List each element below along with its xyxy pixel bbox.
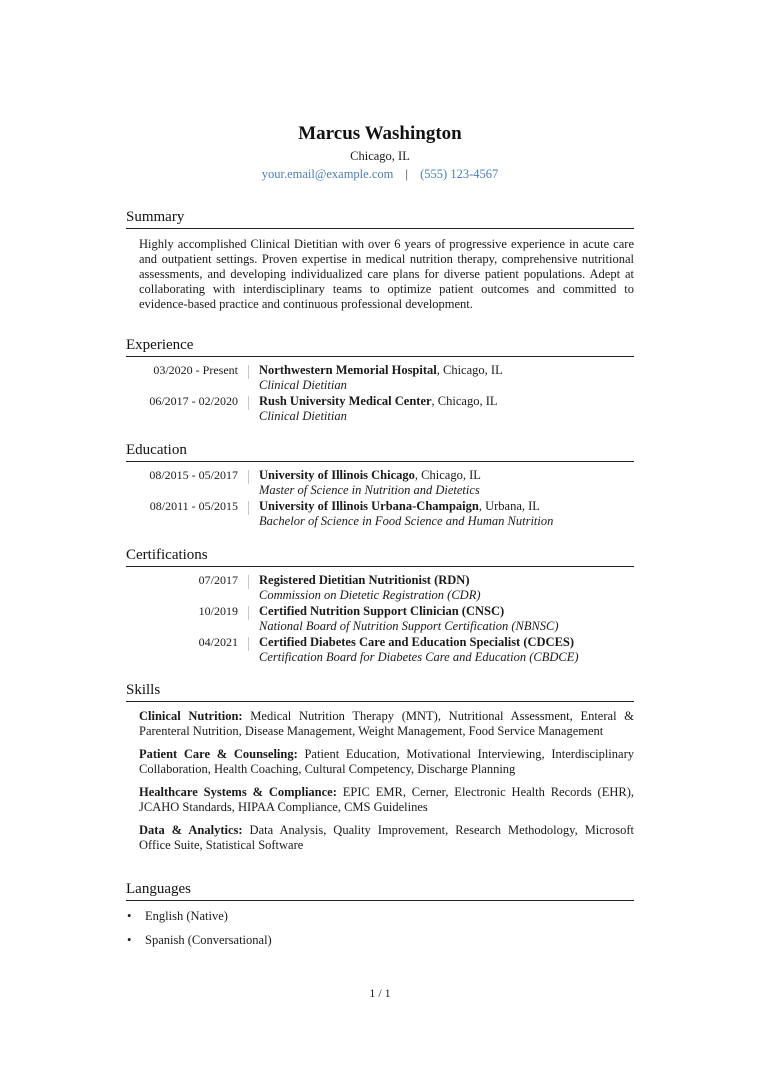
experience-section — [126, 336, 634, 424]
entry-divider — [248, 365, 249, 379]
contact-line — [0, 167, 760, 182]
skill-list: Data Analysis, Quality Improvement, Research Methodology, Microsoft Office Suite, Statistical Software — [139, 823, 634, 852]
certification-name: Certified Nutrition Support Clinician (CNSC) — [259, 604, 505, 618]
contact-separator: | — [405, 167, 408, 181]
certification-issuer: National Board of Nutrition Support Certification (NBNSC) — [259, 619, 559, 633]
email-link[interactable]: your.email@example.com — [261, 167, 394, 181]
skill-group — [139, 709, 634, 739]
entry-organization: University of Illinois Urbana-Champaign — [259, 499, 479, 513]
skill-list: EPIC EMR, Cerner, Electronic Health Records (EHR), JCAHO Standards, HIPAA Compliance, CMS Guidelines — [139, 785, 635, 814]
language-item — [127, 909, 634, 933]
education-entry — [126, 499, 634, 529]
experience-entry — [126, 394, 634, 424]
entry-date: 03/2020 - Present — [153, 363, 238, 377]
certification-name: Certified Diabetes Care and Education Specialist (CDCES) — [259, 635, 575, 649]
skill-group — [139, 747, 634, 777]
entry-role: Clinical Dietitian — [259, 409, 347, 423]
language-name: English (Native) — [145, 909, 228, 923]
entry-organization: University of Illinois Chicago — [259, 468, 415, 482]
section-title-languages: Languages — [126, 880, 634, 901]
section-title-education: Education — [126, 441, 634, 462]
entry-location: , Chicago, IL — [431, 394, 498, 408]
certification-name: Registered Dietitian Nutritionist (RDN) — [259, 573, 470, 587]
entry-date: 04/2021 — [198, 635, 238, 649]
section-title-skills: Skills — [126, 681, 634, 702]
candidate-name: Marcus Washington — [298, 123, 462, 144]
skill-category: Data & Analytics: — [139, 823, 243, 837]
experience-entry — [126, 363, 634, 393]
entry-date: 10/2019 — [198, 604, 238, 618]
candidate-location: Chicago, IL — [350, 149, 410, 163]
certification-issuer: Certification Board for Diabetes Care and Education (CBDCE) — [259, 650, 579, 664]
language-name: Spanish (Conversational) — [145, 933, 272, 947]
section-title-certifications: Certifications — [126, 546, 634, 567]
entry-date: 08/2015 - 05/2017 — [149, 468, 238, 482]
summary-section — [126, 208, 634, 312]
certification-issuer: Commission on Dietetic Registration (CDR) — [259, 588, 481, 602]
entry-divider — [248, 575, 249, 589]
summary-text: Highly accomplished Clinical Dietitian with over 6 years of progressive experience in acute care and outpatient settings. Proven expertise in medical nutrition therapy, comprehensive nutritional assessments, and developing individualized care plans for diverse patient populations. Adept at collaborating with interdisciplinary teams to optimize patient outcomes and committed to evidence-based practice and continuous professional development. — [139, 237, 634, 311]
entry-degree: Bachelor of Science in Food Science and Human Nutrition — [259, 514, 554, 528]
entry-date: 08/2011 - 05/2015 — [149, 499, 238, 513]
education-entry — [126, 468, 634, 498]
entry-role: Clinical Dietitian — [259, 378, 347, 392]
skill-category: Healthcare Systems & Compliance: — [139, 785, 337, 799]
entry-divider — [248, 637, 249, 651]
certification-entry — [126, 573, 634, 603]
section-title-experience: Experience — [126, 336, 634, 357]
skill-group — [139, 785, 634, 815]
language-item — [127, 933, 634, 957]
entry-location: , Urbana, IL — [478, 499, 540, 513]
certification-entry — [126, 604, 634, 634]
entry-date: 06/2017 - 02/2020 — [149, 394, 238, 408]
skill-group — [139, 823, 634, 853]
entry-divider — [248, 470, 249, 484]
phone-link[interactable]: (555) 123-4567 — [420, 167, 499, 181]
entry-location: , Chicago, IL — [436, 363, 503, 377]
entry-divider — [248, 606, 249, 620]
entry-organization: Rush University Medical Center — [259, 394, 432, 408]
page-number: 1 / 1 — [369, 986, 391, 1000]
skill-list: Medical Nutrition Therapy (MNT), Nutritional Assessment, Enteral & Parenteral Nutrition, Disease Management, Weight Management, Food Service Management — [139, 709, 634, 738]
section-title-summary: Summary — [126, 208, 634, 229]
languages-section — [126, 880, 634, 957]
skills-section — [126, 681, 634, 853]
entry-divider — [248, 501, 249, 515]
entry-location: , Chicago, IL — [414, 468, 481, 482]
skill-list: Patient Education, Motivational Interviewing, Interdisciplinary Collaboration, Health Coaching, Cultural Competency, Discharge Planning — [139, 747, 634, 776]
certifications-section — [126, 546, 634, 665]
entry-date: 07/2017 — [198, 573, 238, 587]
skill-category: Clinical Nutrition: — [139, 709, 243, 723]
entry-degree: Master of Science in Nutrition and Dietetics — [259, 483, 480, 497]
skill-category: Patient Care & Counseling: — [139, 747, 298, 761]
entry-divider — [248, 396, 249, 410]
entry-organization: Northwestern Memorial Hospital — [259, 363, 437, 377]
bullet-icon: • — [127, 933, 132, 947]
education-section — [126, 441, 634, 529]
certification-entry — [126, 635, 634, 665]
bullet-icon: • — [127, 909, 132, 923]
